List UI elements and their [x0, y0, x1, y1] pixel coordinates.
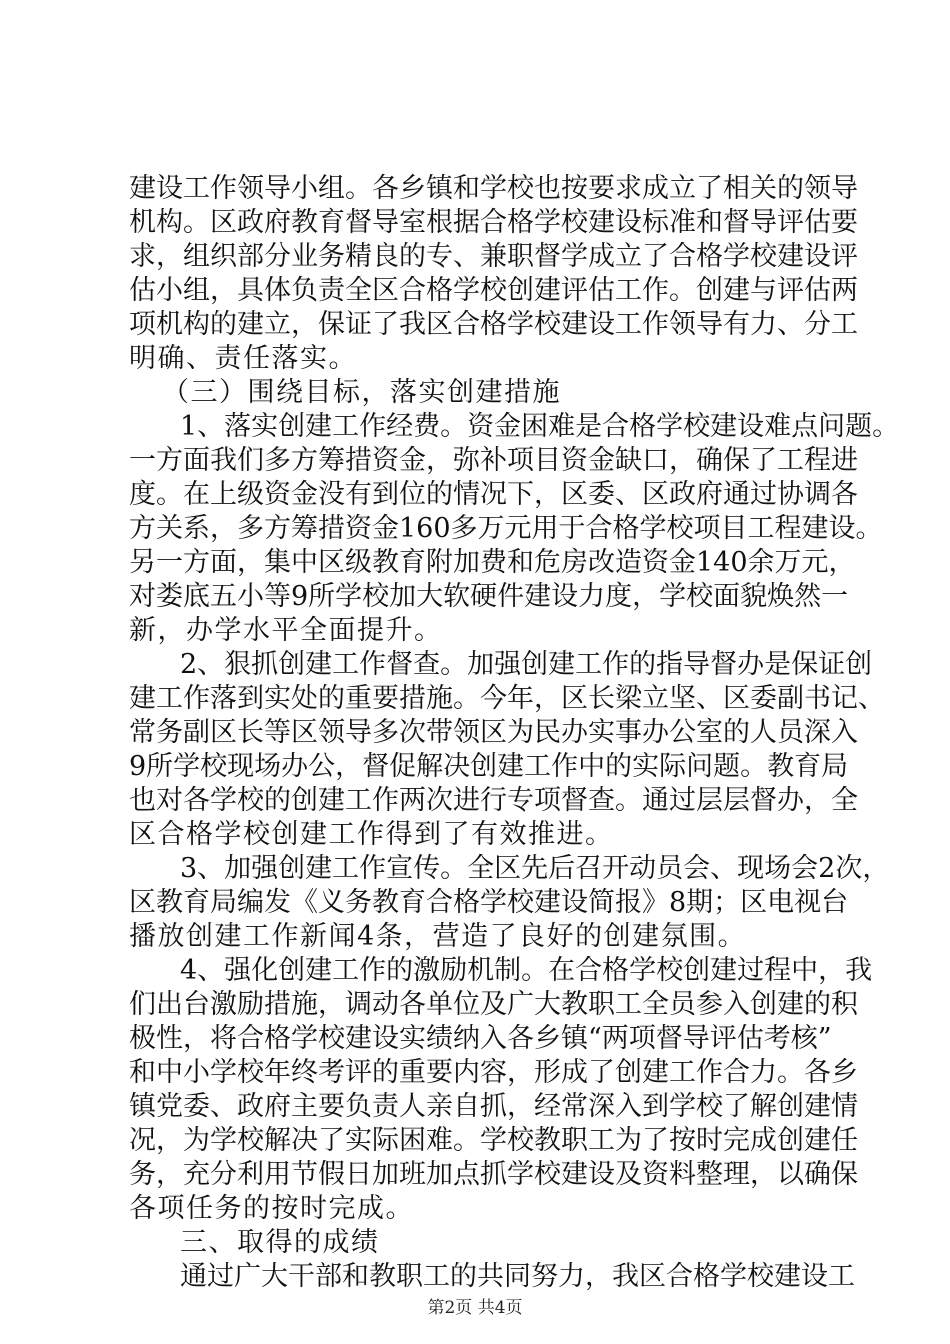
text-line: 求，组织部分业务精良的专、兼职督学成立了合格学校建设评 [129, 241, 858, 272]
text-line: 区合格学校创建工作得到了有效推进。 [129, 819, 614, 850]
text-line: 项机构的建立，保证了我区合格学校建设工作领导有力、分工 [129, 309, 858, 340]
text-line: 极性，将合格学校建设实绩纳入各乡镇“两项督导评估考核” [129, 1023, 832, 1054]
text-line: 和中小学校年终考评的重要内容，形成了创建工作合力。各乡 [129, 1057, 858, 1088]
text-line: 区教育局编发《义务教育合格学校建设简报》8期；区电视台 [129, 887, 849, 918]
text-line: 估小组，具体负责全区合格学校创建评估工作。创建与评估两 [129, 275, 858, 306]
text-line: 对娄底五小等9所学校加大软硬件建设力度，学校面貌焕然一 [129, 581, 849, 612]
section-heading: （三）围绕目标，落实创建措施 [162, 377, 561, 408]
text-line: 方关系，多方筹措资金160多万元用于合格学校项目工程建设。 [129, 513, 883, 544]
section-heading: 三、取得的成绩 [180, 1227, 380, 1258]
text-line: 建工作落到实处的重要措施。今年，区长梁立坚、区委副书记、 [129, 683, 885, 714]
text-line: 1、落实创建工作经费。资金困难是合格学校建设难点问题。 [180, 411, 900, 442]
text-line: 各项任务的按时完成。 [129, 1193, 414, 1224]
text-line: 4、强化创建工作的激励机制。在合格学校创建过程中，我 [180, 955, 873, 986]
text-line: 机构。区政府教育督导室根据合格学校建设标准和督导评估要 [129, 207, 858, 238]
text-line: 明确、责任落实。 [129, 343, 357, 374]
text-line: 常务副区长等区领导多次带领区为民办实事办公室的人员深入 [129, 717, 858, 748]
text-line: 新，办学水平全面提升。 [129, 615, 443, 646]
text-line: 9所学校现场办公，督促解决创建工作中的实际问题。教育局 [129, 751, 849, 782]
text-line: 也对各学校的创建工作两次进行专项督查。通过层层督办，全 [129, 785, 858, 816]
text-line: 另一方面，集中区级教育附加费和危房改造资金140余万元， [129, 547, 856, 578]
page-number-footer: 第2页 共4页 [427, 1298, 523, 1318]
text-line: 务，充分利用节假日加班加点抓学校建设及资料整理，以确保 [129, 1159, 858, 1190]
text-line: 3、加强创建工作宣传。全区先后召开动员会、现场会2次， [180, 853, 890, 884]
text-line: 们出台激励措施，调动各单位及广大教职工全员参入创建的积 [129, 989, 858, 1020]
text-line: 2、狠抓创建工作督查。加强创建工作的指导督办是保证创 [180, 649, 873, 680]
text-line: 播放创建工作新闻4条，营造了良好的创建氛围。 [129, 921, 747, 952]
text-line: 度。在上级资金没有到位的情况下，区委、区政府通过协调各 [129, 479, 858, 510]
text-line: 一方面我们多方筹措资金，弥补项目资金缺口，确保了工程进 [129, 445, 858, 476]
text-line: 通过广大干部和教职工的共同努力，我区合格学校建设工 [180, 1261, 855, 1292]
text-line: 况，为学校解决了实际困难。学校教职工为了按时完成创建任 [129, 1125, 858, 1156]
text-line: 镇党委、政府主要负责人亲自抓，经常深入到学校了解创建情 [129, 1091, 858, 1122]
text-line: 建设工作领导小组。各乡镇和学校也按要求成立了相关的领导 [129, 173, 858, 204]
